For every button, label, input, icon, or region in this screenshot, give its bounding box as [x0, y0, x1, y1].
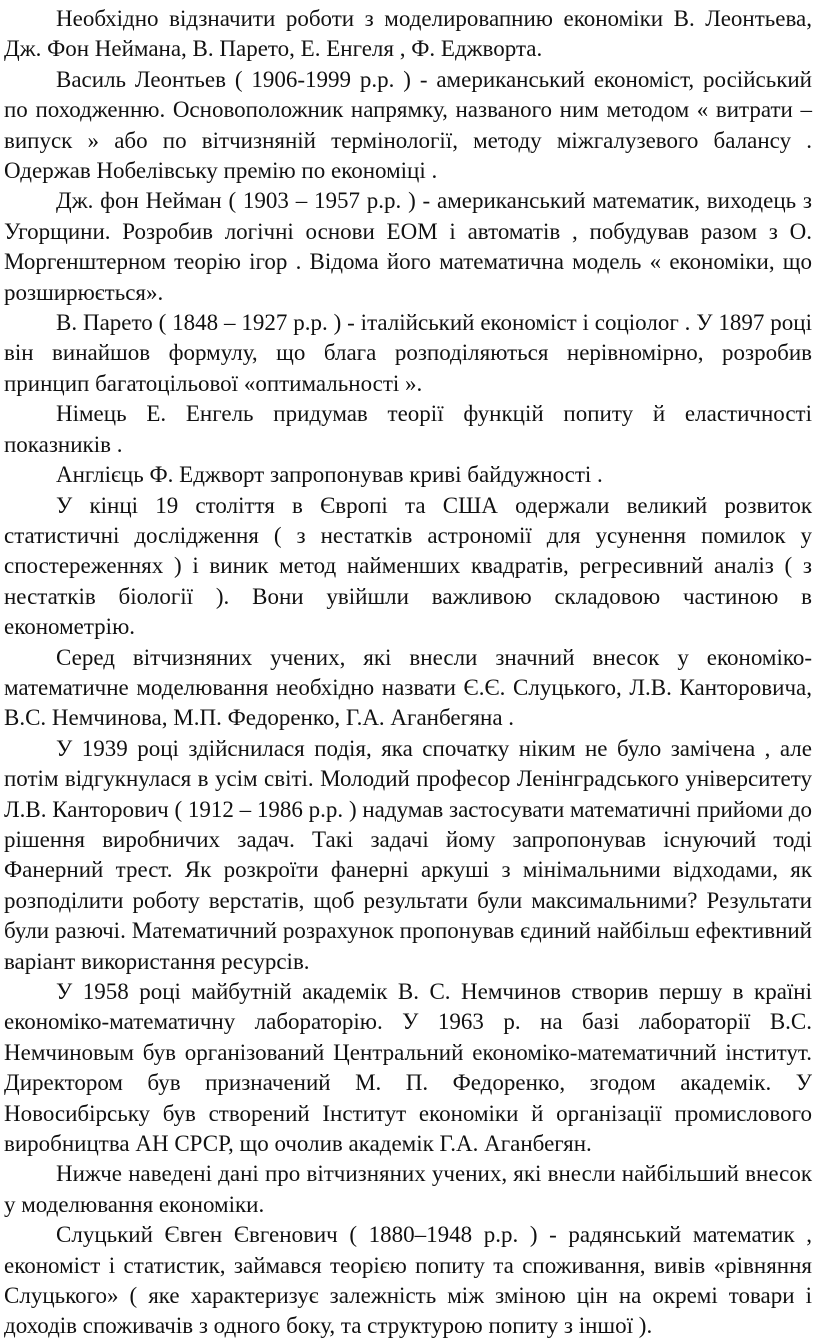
paragraph-kantorovich: У 1939 році здійснилася подія, яка спочатку ніким не було замічена , але потім відгукнулася в усім світі. Молодий професор Ленінградського університету Л.В. Канторович ( 1912 – 1986 р.р. ) надумав застосувати математичні прийоми до рішення виробничих задач. Такі задачі йому запропонував існуючий тоді Фанерний трест. Як розкроїти фанерні аркуші з мінімальними відходами, як розподілити роботу верстатів, щоб результати були максимальними? Результати були разючі. Математичний розрахунок пропонував єдиний найбільш ефективний варіант використання ресурсів. — [4, 735, 812, 974]
paragraph-intro: Необхідно відзначити роботи з моделировапнию економіки В. Леонтьева, Дж. Фон Неймана, В. Парето, Е. Енгеля , Ф. Еджворта. — [4, 6, 812, 62]
paragraph-domestic-scientists: Серед вітчизняних учених, які внесли значний внесок у економіко-математичне моделювання необхідно назвати Є.Є. Слуцького, Л.В. Канторовича, В.С. Немчинова, М.П. Федоренко, Г.А. Аганбегяна . — [4, 644, 812, 731]
paragraph-nemchinov: У 1958 році майбутній академік В. С. Немчинов створив першу в країні економіко-математичну лабораторію. У 1963 р. на базі лабораторії В.С. Немчиновым був організований Центральний економіко-математичний інститут. Директором був призначений М. П. Федоренко, згодом академік. У Новосибірську був створений Інститут економіки й організації промислового виробництва АН СРСР, що очолив академік Г.А. Аганбегян. — [4, 979, 812, 1157]
paragraph-statistics: У кінці 19 століття в Європі та США одержали великий розвиток статистичні дослідження ( з нестатків астрономії для усунення помилок у спостереженнях ) і виник метод найменших квадратів, регресивний аналіз ( з нестатків біології ). Вони увійшли важливою складовою частиною в економетрію. — [4, 492, 812, 640]
paragraph-von-neumann: Дж. фон Нейман ( 1903 – 1957 р.р. ) - американський математик, виходець з Угорщини. Розробив логічні основи ЕОМ і автоматів , побудував разом з О. Моргенштерном теорію ігор . Відома його математична модель « економіки, що розширюється». — [4, 188, 812, 305]
paragraph-slutsky: Слуцький Євген Євгенович ( 1880–1948 р.р. ) - радянський математик , економіст і статистик, займався теорією попиту та споживання, вивів «рівняння Слуцького» ( яке характеризує залежність між зміною цін на окремі товари і доходів споживачів з одного боку, та структурою попиту з іншої ). — [4, 1222, 812, 1339]
paragraph-pareto: В. Парето ( 1848 – 1927 р.р. ) - італійський економіст і соціолог . У 1897 році він винайшов формулу, що блага розподіляються нерівномірно, розробив принцип багатоцільової «оптимальності ». — [4, 310, 812, 396]
paragraph-leontief: Василь Леонтьев ( 1906-1999 р.р. ) - американський економіст, російський по походженню. Основоположник напрямку, названого ним методом « витрати – випуск » або по вітчизняній термінології, методу міжгалузевого балансу . Одержав Нобелівську премію по економіці . — [4, 66, 812, 184]
paragraph-edgeworth: Англієць Ф. Еджворт запропонував криві байдужності . — [56, 462, 603, 488]
paragraph-engel: Німець Е. Енгель придумав теорії функцій попиту й еластичності показників . — [4, 401, 812, 457]
paragraph-data-intro: Нижче наведені дані про вітчизняних учених, які внесли найбільший внесок у моделювання економіки. — [4, 1161, 812, 1217]
